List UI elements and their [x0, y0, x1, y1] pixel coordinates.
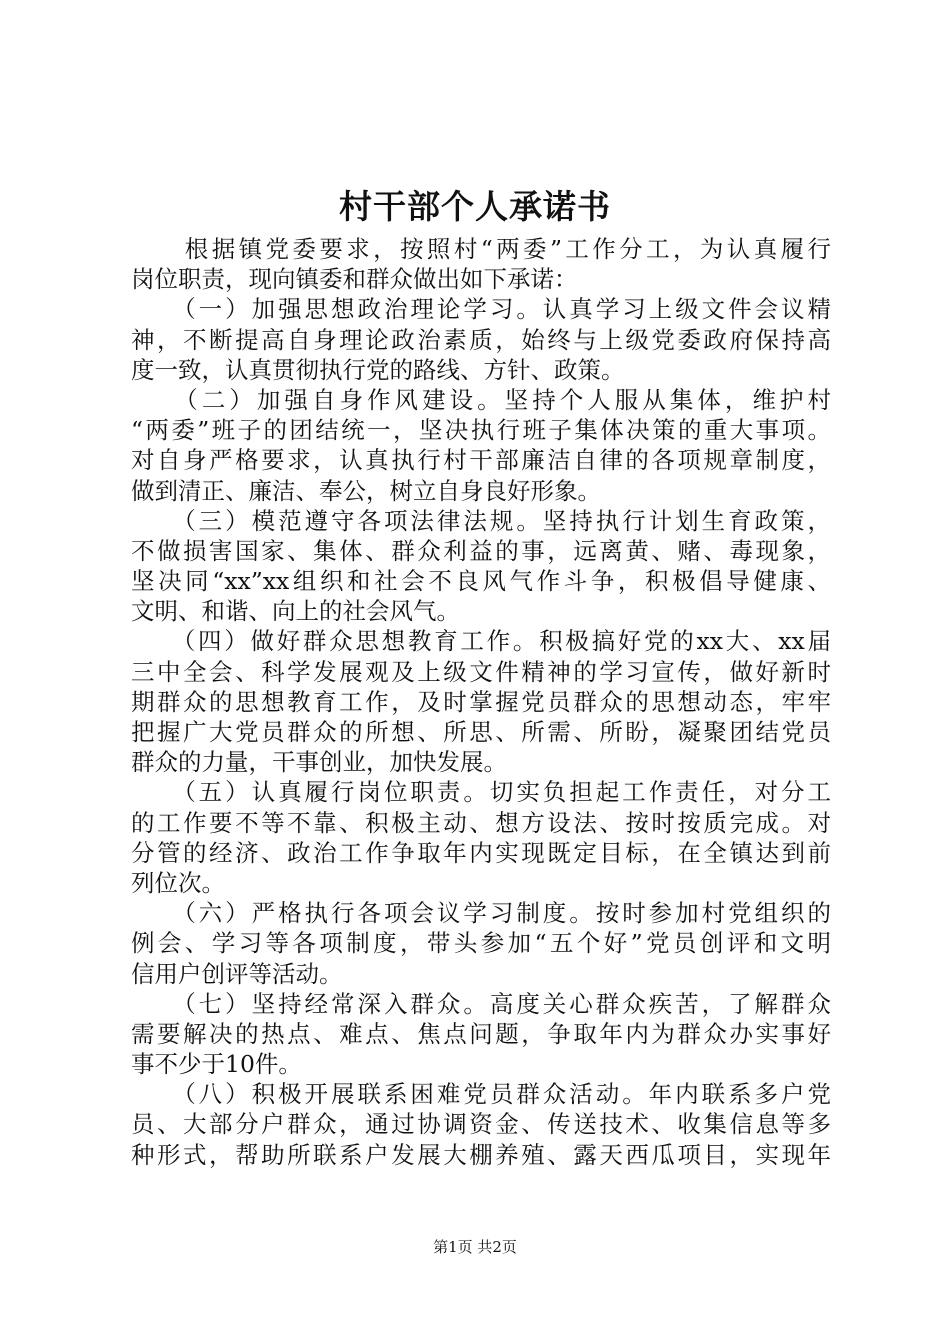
body-line: 不做损害国家、集体、群众利益的事，远离黄、赌、毒现象，: [131, 536, 831, 565]
body-line: “两委”班子的团结统一，坚决执行班子集体决策的重大事项。: [131, 416, 831, 445]
body-line: 信用户创评等活动。: [131, 959, 343, 988]
body-line: 根据镇党委要求，按照村“两委”工作分工，为认真履行: [131, 235, 831, 263]
body-line: 需要解决的热点、难点、焦点问题，争取年内为群众办实事好: [131, 1019, 831, 1048]
body-line: （四）做好群众思想教育工作。积极搞好党的xx大、xx届: [131, 627, 831, 656]
document-title: 村干部个人承诺书: [339, 187, 611, 226]
body-line: 做到清正、廉洁、奉公，树立自身良好形象。: [131, 476, 601, 505]
body-line: （五）认真履行岗位职责。切实负担起工作责任，对分工: [131, 778, 831, 807]
document-body: [131, 234, 831, 1170]
body-line: 例会、学习等各项制度，带头参加“五个好”党员创评和文明: [131, 929, 831, 958]
body-line: （三）模范遵守各项法律法规。坚持执行计划生育政策，: [131, 506, 831, 535]
page-footer: 第1页 共2页: [433, 1238, 517, 1256]
body-line: 分管的经济、政治工作争取年内实现既定目标，在全镇达到前: [131, 838, 831, 867]
body-line: 的工作要不等不靠、积极主动、想方设法、按时按质完成。对: [131, 808, 831, 837]
body-line: 期群众的思想教育工作，及时掌握党员群众的思想动态，牢牢: [131, 687, 831, 716]
body-line: 岗位职责，现向镇委和群众做出如下承诺：: [131, 265, 578, 294]
body-line: （一）加强思想政治理论学习。认真学习上级文件会议精: [131, 295, 831, 324]
body-line: 把握广大党员群众的所想、所思、所需、所盼，凝聚团结党员: [131, 718, 831, 746]
body-line: 神，不断提高自身理论政治素质，始终与上级党委政府保持高: [131, 325, 831, 354]
body-line: （二）加强自身作风建设。坚持个人服从集体，维护村: [131, 385, 831, 414]
body-line: 坚决同“xx”xx组织和社会不良风气作斗争，积极倡导健康、: [131, 567, 831, 596]
body-line: （六）严格执行各项会议学习制度。按时参加村党组织的: [131, 899, 831, 928]
body-line: 列位次。: [131, 868, 225, 897]
body-line: 三中全会、科学发展观及上级文件精神的学习宣传，做好新时: [131, 657, 831, 686]
body-line: （八）积极开展联系困难党员群众活动。年内联系多户党: [131, 1080, 831, 1109]
body-line: 事不少于10件。: [131, 1050, 302, 1079]
body-line: 群众的力量，干事创业，加快发展。: [131, 748, 507, 777]
body-line: 度一致，认真贯彻执行党的路线、方针、政策。: [131, 355, 625, 384]
body-line: 文明、和谐、向上的社会风气。: [131, 597, 460, 626]
body-line: （七）坚持经常深入群众。高度关心群众疾苦，了解群众: [131, 989, 831, 1018]
body-line: 对自身严格要求，认真执行村干部廉洁自律的各项规章制度，: [131, 446, 831, 475]
body-line: 种形式，帮助所联系户发展大棚养殖、露天西瓜项目，实现年: [131, 1140, 831, 1169]
body-line: 员、大部分户群众，通过协调资金、传送技术、收集信息等多: [131, 1110, 831, 1139]
